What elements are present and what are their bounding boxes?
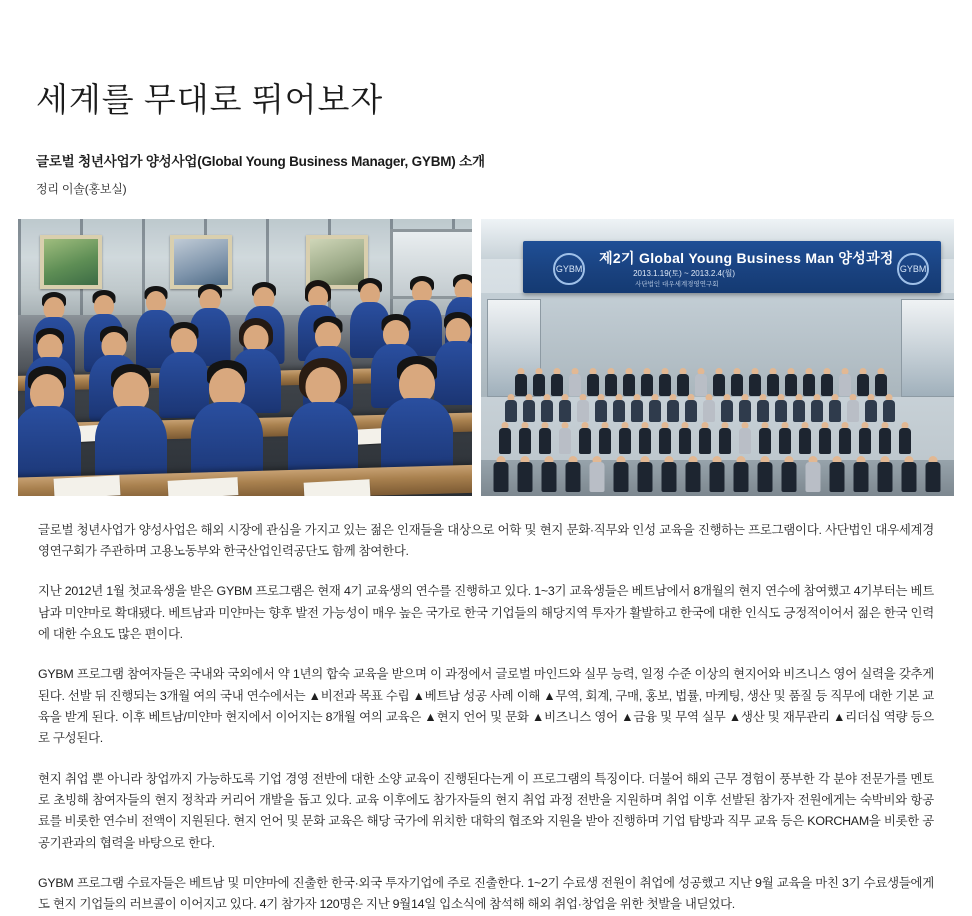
wall-picture-icon xyxy=(40,235,102,289)
student-figure xyxy=(18,366,82,486)
student-figure xyxy=(380,356,454,480)
paragraph: 지난 2012년 1월 첫교육생을 받은 GYBM 프로그램은 현재 4기 교육생의 연수를 진행하고 있다. 1~3기 교육생들은 베트남에서 8개월의 현지 연수에 참여했고 4기부터는 베트남과 미얀마로 확대됐다. 베트남과 미얀마는 향후 발전 가능성이 매우 높은 국가로 한국 기업들의 해당지역 투자가 활발하고 한국에 대한 인식도 긍정적이어서 젊은 한국 인력에 대한 수요도 많은 편이다. xyxy=(38,584,934,641)
photo-row xyxy=(18,219,954,496)
paragraph: 현지 취업 뿐 아니라 창업까지 가능하도록 기업 경영 전반에 대한 소양 교육이 진행된다는게 이 프로그램의 특징이다. 더불어 해외 근무 경험이 풍부한 각 분야 전문가를 멘토로 초빙해 참여자들의 현지 정착과 커리어 개발을 돕고 있다. 교육 이후에도 참가자들의 현지 취업 과정 전반을 지원하며 취업 이후 선발된 참가자 전원에게는 숙박비와 항공료를 비롯한 연수비 전액이 지원된다. 현지 언어 및 문화 교육은 해당 국가에 위치한 대학의 협조와 지원을 받아 진행하며 기업 탐방과 직무 교육 등은 KORCHAM을 비롯한 공공기관과의 협력을 바탕으로 한다. xyxy=(38,771,934,850)
banner-organizer: 사단법인 대우세계경영연구회 xyxy=(635,280,719,288)
paragraph: 글로벌 청년사업가 양성사업은 해외 시장에 관심을 가지고 있는 젊은 인재들을 대상으로 어학 및 현지 문화·직무와 인성 교육을 진행하는 프로그램이다. 사단법인 대우세계경영연구회가 주관하며 고용노동부와 한국산업인력공단도 함께 참여한다. xyxy=(38,522,934,558)
student-figure xyxy=(190,360,264,484)
glass-panel xyxy=(901,299,954,397)
event-banner xyxy=(523,241,941,293)
banner-title: 제2기 Global Young Business Man 양성과정 xyxy=(599,249,894,266)
article-byline: 정리 이솔(홍보실) xyxy=(36,181,127,196)
page-title: 세계를 무대로 뛰어보자 xyxy=(36,83,384,119)
photo-group xyxy=(481,219,954,496)
student-figure xyxy=(94,364,168,488)
paragraph: GYBM 프로그램 수료자들은 베트남 및 미얀마에 진출한 한국·외국 투자기업에 주로 진출한다. 1~2기 수료생 전원이 취업에 성공했고 지난 9월 교육을 마친 3기 수료생들에게도 현지 기업들의 러브콜이 이어지고 있다. 4기 참가자 120명은 지난 9월14일 입소식에 참석해 해외 취업·창업을 위한 첫발을 내딛었다. xyxy=(38,875,934,912)
gybm-logo-icon: GYBM xyxy=(897,253,929,285)
gybm-logo-icon: GYBM xyxy=(553,253,585,285)
article-body xyxy=(18,496,954,916)
paper-sheet xyxy=(54,475,121,496)
article-subheadline: 글로벌 청년사업가 양성사업(Global Young Business Manager, GYBM) 소개 xyxy=(36,153,485,169)
paper-sheet xyxy=(168,477,239,496)
paper-sheet xyxy=(304,479,371,496)
paragraph: GYBM 프로그램 참여자들은 국내와 국외에서 약 1년의 합숙 교육을 받으며 이 과정에서 글로벌 마인드와 실무 능력, 일정 수준 이상의 현지어와 비즈니스 영어 실력을 갖추게 된다. 선발 뒤 진행되는 3개월 여의 국내 연수에서는 ▲비전과 목표 수립 ▲베트남 성공 사례 이해 ▲무역, 회계, 구매, 홍보, 법률, 마케팅, 생산 및 품질 등 직무에 대한 기본 교육을 받게 된다. 이후 베트남/미얀마 현지에서 이어지는 8개월 여의 교육은 ▲현지 언어 및 문화 ▲비즈니스 영어 ▲금융 및 무역 실무 ▲생산 및 재무관리 ▲리더십 역량 등으로 구성된다. xyxy=(38,667,934,746)
wall-picture-icon xyxy=(170,235,232,289)
photo-classroom xyxy=(18,219,472,496)
student-figure xyxy=(286,358,360,482)
banner-date: 2013.1.19(토) ~ 2013.2.4(월) xyxy=(633,268,736,278)
